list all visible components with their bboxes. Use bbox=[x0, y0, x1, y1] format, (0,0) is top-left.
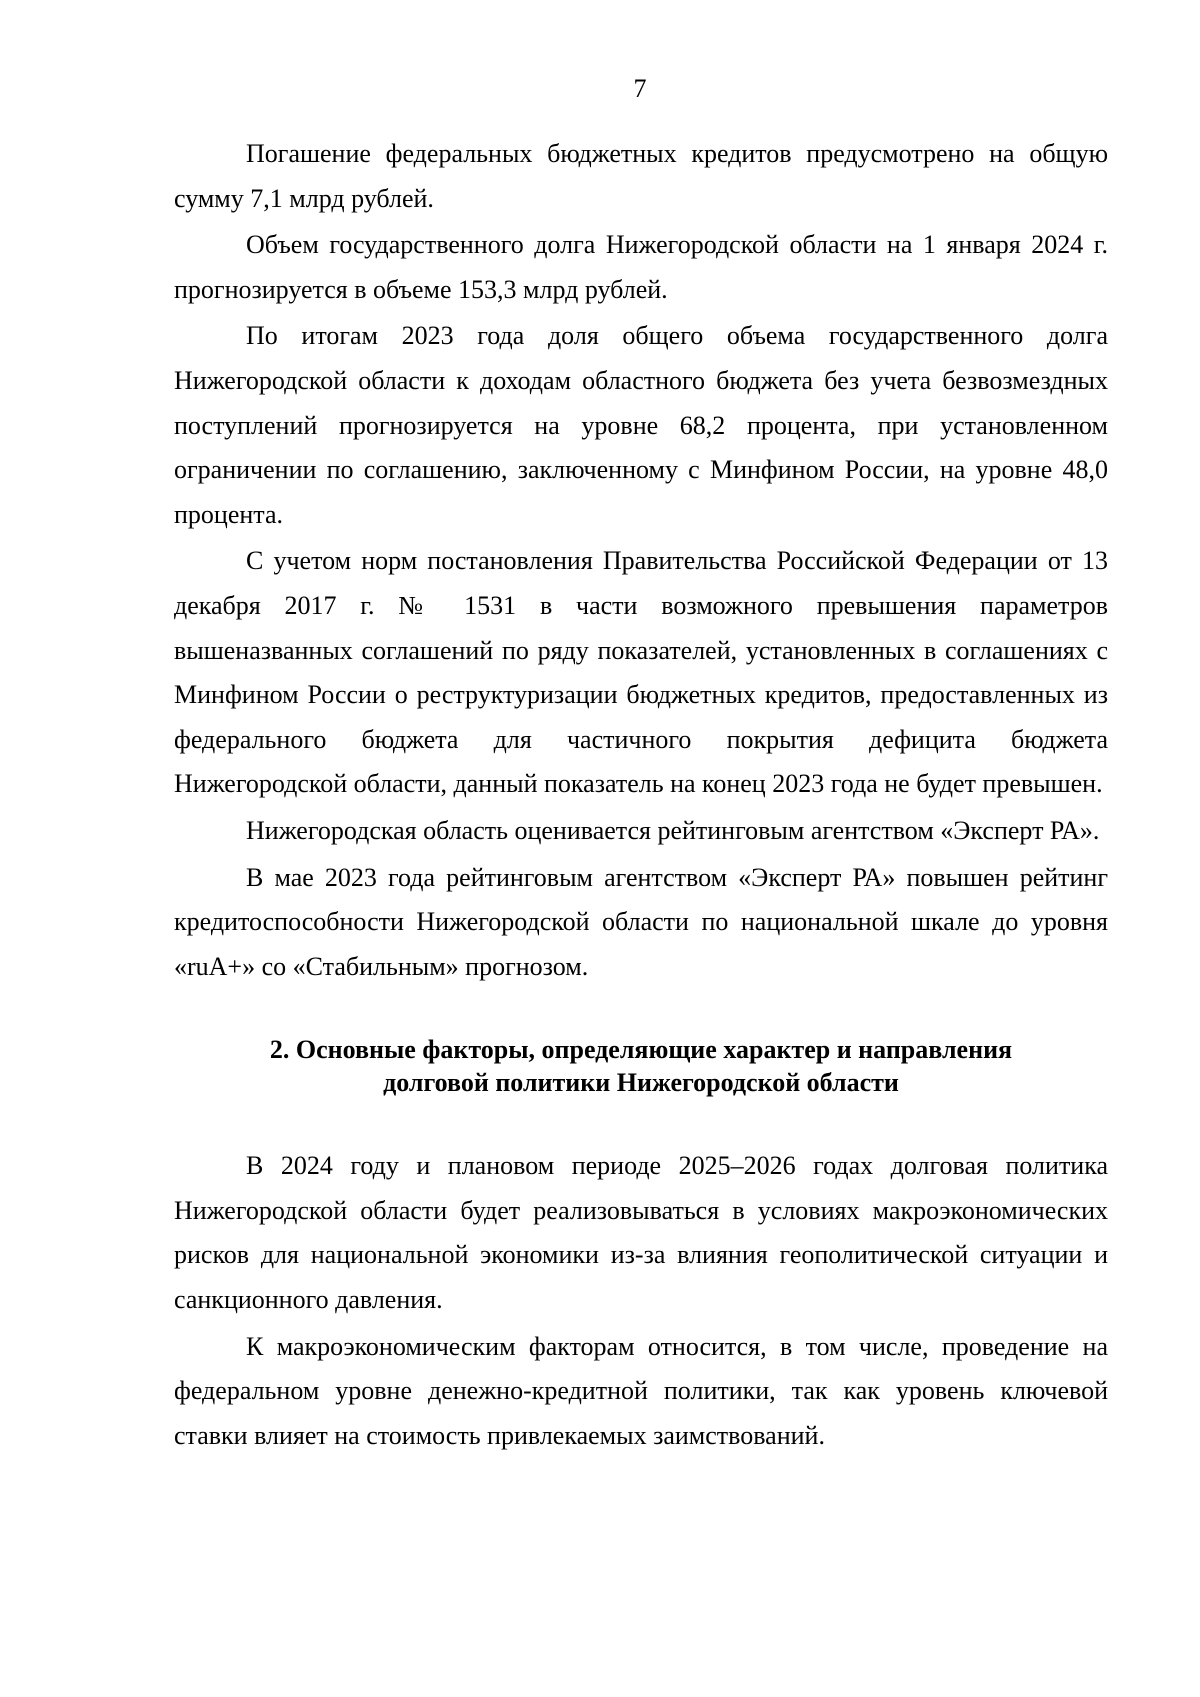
paragraph-debt-policy-risks: В 2024 году и плановом периоде 2025–2026 годах долговая политика Нижегородской области будет реализовываться в условиях макроэкономических рисков для национальной экономики из-за влияния геополитической ситуации и санкционного давления. bbox=[174, 1151, 1108, 1315]
section-heading-line-1: 2. Основные факторы, определяющие характер и направления bbox=[269, 1035, 1013, 1065]
paragraph-repayment: Погашение федеральных бюджетных кредитов предусмотрено на общую сумму 7,1 млрд рублей. bbox=[174, 139, 1108, 213]
paragraph-government-decree: С учетом норм постановления Правительства Российской Федерации от 13 декабря 2017 г. № 1531 в части возможного превышения параметров вышеназванных соглашений по ряду показателей, установленных в соглашениях с Минфином России о реструктуризации бюджетных кредитов, предоставленных из федерального бюджета для частичного покрытия дефицита бюджета Нижегородской области, данный показатель на конец 2023 года не будет превышен. bbox=[174, 546, 1108, 799]
paragraph-debt-share: По итогам 2023 года доля общего объема государственного долга Нижегородской области к доходам областного бюджета без учета безвозмездных поступлений прогнозируется на уровне 68,2 процента, при установленном ограничении по соглашению, заключенному с Минфином России, на уровне 48,0 процента. bbox=[174, 321, 1108, 529]
section-heading bbox=[174, 1033, 1108, 1099]
section-heading-line-2: долговой политики Нижегородской области bbox=[383, 1068, 899, 1098]
paragraph-credit-rating: В мае 2023 года рейтинговым агентством «Эксперт РА» повышен рейтинг кредитоспособности Нижегородской области по национальной шкале до уровня «ruA+» со «Стабильным» прогнозом. bbox=[174, 862, 1108, 981]
paragraph-rating-agency: Нижегородская область оценивается рейтинговым агентством «Эксперт РА». bbox=[246, 815, 1100, 845]
page-number: 7 bbox=[633, 74, 647, 103]
paragraph-debt-volume: Объем государственного долга Нижегородской области на 1 января 2024 г. прогнозируется в объеме 153,3 млрд рублей. bbox=[174, 230, 1108, 304]
document-body bbox=[174, 132, 1108, 1459]
paragraph-macro-factors: К макроэкономическим факторам относится, в том числе, проведение на федеральном уровне денежно-кредитной политики, так как уровень ключевой ставки влияет на стоимость привлекаемых заимствований. bbox=[174, 1331, 1108, 1450]
